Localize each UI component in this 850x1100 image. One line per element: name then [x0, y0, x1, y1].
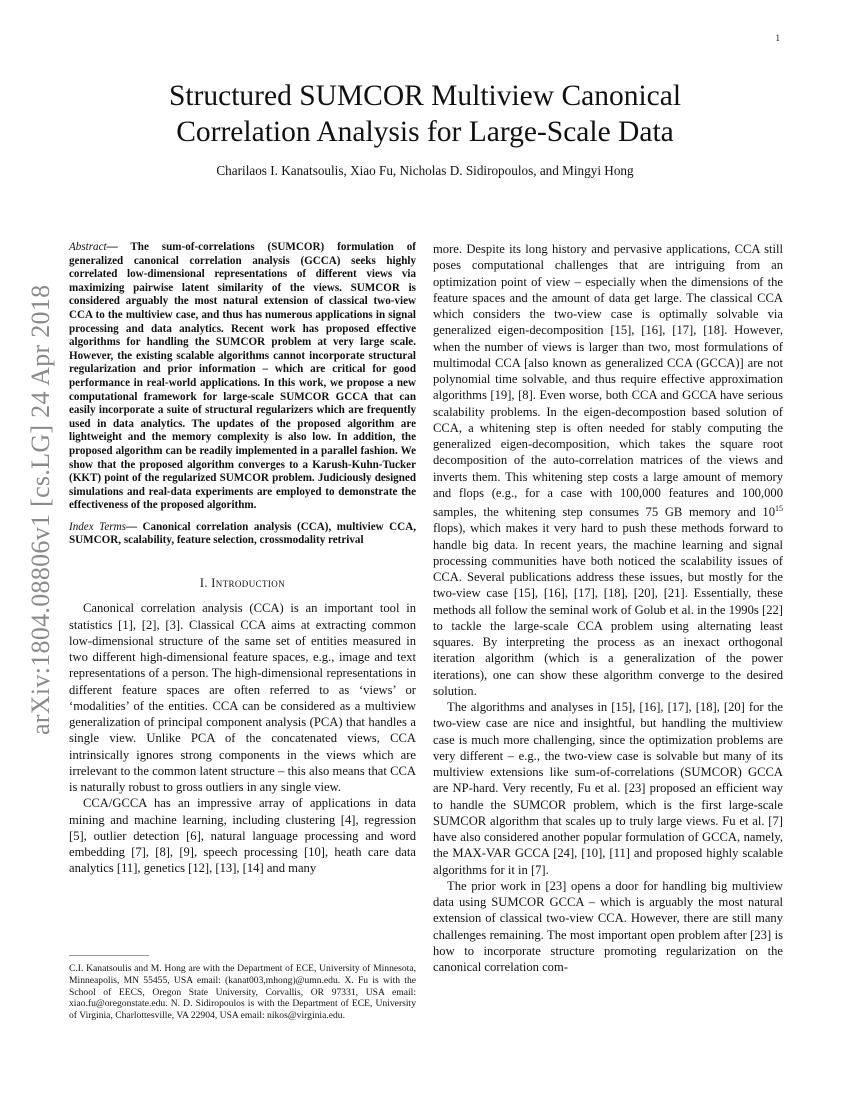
section-heading	[69, 575, 416, 591]
paper-title	[60, 78, 790, 150]
index-terms	[69, 521, 416, 548]
section-title: Introduction	[211, 576, 286, 591]
arxiv-id: arXiv:1804.08806v1 [cs.LG] 24 Apr 2018	[26, 284, 55, 735]
right-paragraph-1	[433, 241, 783, 699]
section-number: I.	[199, 576, 208, 591]
right-paragraph-3: The prior work in [23] opens a door for handling big multiview data using SUMCOR GCCA – which is arguably the most natural extension of classical two-view CCA. However, there are still many challenges remaining. The most important open problem after [23] is how to incorporate structure promoting regularization on the canonical correlation com-	[433, 878, 783, 975]
index-terms-text: — Canonical correlation analysis (CCA), multiview CCA, SUMCOR, scalability, feature selection, crossmodality retrival	[69, 520, 416, 547]
author-list: Charilaos I. Kanatsoulis, Xiao Fu, Nicholas D. Sidiropoulos, and Mingyi Hong	[216, 163, 634, 178]
abstract	[69, 241, 416, 513]
exponent-superscript: 15	[775, 504, 783, 513]
title-line-1: Structured SUMCOR Multiview Canonical	[168, 80, 682, 112]
index-terms-label: Index Terms	[69, 520, 126, 533]
right-paragraph-1-part-a: more. Despite its long history and pervasive applications, CCA still poses computational challenges that are intriguing from an optimization point of view – especially when the dimensions of the feature spaces and the amount of data get large. The classical CCA which considers the two-view case is optimally solvable via generalized eigen-decomposition [15], [16], [17], [18]. However, when the number of views is larger than two, most formulations of multimodal CCA [also known as generalized CCA (GCCA)] are not polynomial time solvable, and thus require effective approximation algorithms [19], [8]. Even worse, both CCA and GCCA have serious scalability problems. In the eigen-decompostion based solution of CCA, a whitening step is often needed for stably computing the generalized eigen-decomposition, which takes the square root decomposition of the auto-correlation matrices of the views and inverts them. This whitening step costs a large amount of memory and flops (e.g., for a case with 100,000 features and 100,000 samples, the whitening step consumes 75 GB memory and 10	[433, 242, 783, 520]
intro-paragraph-1: Canonical correlation analysis (CCA) is an important tool in statistics [1], [2], [3]. Classical CCA aims at extracting common low-dimensional structure of the same set of entities measured in two different high-dimensional feature spaces, e.g., image and text representations of a person. The high-dimensional representations in different feature spaces are often referred to as ‘views’ or ‘modalities’ of the entities. CCA can be considered as a multiview generalization of principal component analysis (PCA) that handles a single view. Unlike PCA of the concatenated views, CCA intrinsically ignores strong components in the views which are irrelevant to the common latent structure – this also means that CCA is naturally robust to gross outliers in any single view.	[69, 601, 416, 795]
author-footnote: C.I. Kanatsoulis and M. Hong are with the Department of ECE, University of Minnesota, Minneapolis, MN 55455, USA email: (kanat003,mhong)@umn.edu. X. Fu is with the School of EECS, Oregon State University, Corvallis, OR 97331, USA email: xiao.fu@oregonstate.edu. N. D. Sidiropoulos is with the Department of ECE, University of Virginia, Charlottesville, VA 22904, USA email: nikos@virginia.edu.	[69, 963, 416, 1022]
right-column	[433, 241, 783, 975]
right-paragraph-2: The algorithms and analyses in [15], [16], [17], [18], [20] for the two-view case are nice and insightful, but handling the multiview case is much more challenging, since the optimization problems are very different – e.g., the two-view case is solvable but many of its multiview extensions like sum-of-correlations (SUMCOR) GCCA are NP-hard. Very recently, Fu et al. [23] proposed an efficient way to handle the SUMCOR problem, which is the first large-scale SUMCOR algorithm that scales up to truly large views. Fu et al. [7] have also considered another popular formulation of GCCA, namely, the MAX-VAR GCCA [24], [10], [11] and proposed highly scalable algorithms for it in [7].	[433, 700, 783, 877]
arxiv-watermark	[26, 284, 56, 735]
footnote-rule	[69, 955, 149, 956]
abstract-label: Abstract	[69, 241, 107, 253]
page-number: 1	[775, 33, 780, 43]
left-column	[69, 241, 416, 877]
title-line-2: Correlation Analysis for Large-Scale Data	[176, 116, 674, 148]
right-paragraph-1-part-b: flops), which makes it very hard to push these methods forward to handle big data. In recent years, the machine learning and signal processing communities have both noticed the scalability issues of CCA. Several publications address these issues, but mostly for the two-view case [15], [16], [17], [18], [20], [21]. Essentially, these methods all follow the seminal work of Golub et al. in the 1990s [22] to tackle the large-scale CCA problem using alternating least squares. By interpreting the process as an inexact orthogonal iteration algorithm (which is a generalization of the power iterations), one can show these algorithm converge to the desired solution.	[433, 521, 783, 698]
abstract-text: — The sum-of-correlations (SUMCOR) formulation of generalized canonical correlation analysis (GCCA) seeks highly correlated low-dimensional representations of different views via maximizing pairwise latent similarity of the views. SUMCOR is considered arguably the most natural extension of classical two-view CCA to the multiview case, and thus has numerous applications in signal processing and data analytics. Recent work has proposed effective algorithms for handling the SUMCOR problem at very large scale. However, the existing scalable algorithms cannot incorporate structural regularization and prior information – which are critical for good performance in real-world applications. In this work, we propose a new computational framework for large-scale SUMCOR GCCA that can easily incorporate a suite of structural regularizers which are frequently used in data analytics. The updates of the proposed algorithm are lightweight and the memory complexity is also low. In addition, the proposed algorithm can be readily implemented in a parallel fashion. We show that the proposed algorithm converges to a Karush-Kuhn-Tucker (KKT) point of the regularized SUMCOR problem. Judiciously designed simulations and real-data experiments are employed to demonstrate the effectiveness of the proposed algorithm.	[69, 241, 416, 512]
intro-paragraph-2: CCA/GCCA has an impressive array of applications in data mining and machine learning, including clustering [4], regression [5], outlier detection [6], natural language processing and word embedding [7], [8], [9], speech processing [10], heath care data analytics [11], genetics [12], [13], [14] and many	[69, 796, 416, 876]
